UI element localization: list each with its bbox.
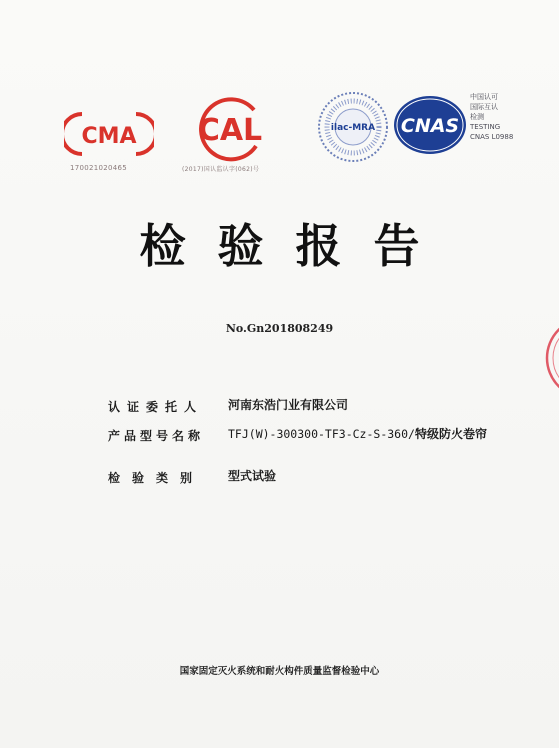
cma-logo (64, 110, 154, 160)
field-label-category: 检验类别 (108, 471, 205, 485)
field-value-category: 型式试验 (228, 469, 277, 483)
cal-caption: (2017)国认监认字(062)号 (182, 166, 260, 173)
cal-logo (196, 96, 268, 162)
cnas-side-text (470, 92, 513, 142)
cnas-side-line: CNAS L0988 (470, 133, 514, 141)
field-label-client: 认证委托人 (108, 400, 204, 414)
field-label-product: 产品型号名称 (108, 429, 205, 443)
report-title: 检验报告 (139, 219, 452, 273)
issuing-organization: 国家固定灭火系统和耐火构件质量监督检验中心 (179, 666, 380, 677)
cnas-side-line: TESTING (470, 123, 501, 131)
cma-logo-text: CMA (81, 124, 137, 149)
field-value-client: 河南东浩门业有限公司 (228, 398, 349, 412)
red-seal-stamp (541, 316, 559, 400)
report-number: No.Gn201808249 (225, 322, 334, 335)
field-value-product (228, 427, 548, 442)
cnas-side-line: 中国认可 (470, 93, 498, 101)
product-model-code: TFJ(W)-300300-TF3-Cz-S-360/ (228, 427, 415, 441)
cma-caption: 170021020465 (70, 164, 128, 172)
ilac-mra-logo (316, 90, 390, 164)
product-name: 特级防火卷帘 (414, 427, 487, 441)
cnas-side-line: 检测 (470, 113, 484, 121)
cal-logo-text: CAL (197, 113, 263, 148)
cnas-logo (392, 94, 468, 156)
cnas-logo-text: CNAS (400, 115, 460, 137)
ilac-mra-logo-text: ilac-MRA (330, 123, 376, 133)
cnas-side-line: 国际互认 (470, 103, 498, 111)
